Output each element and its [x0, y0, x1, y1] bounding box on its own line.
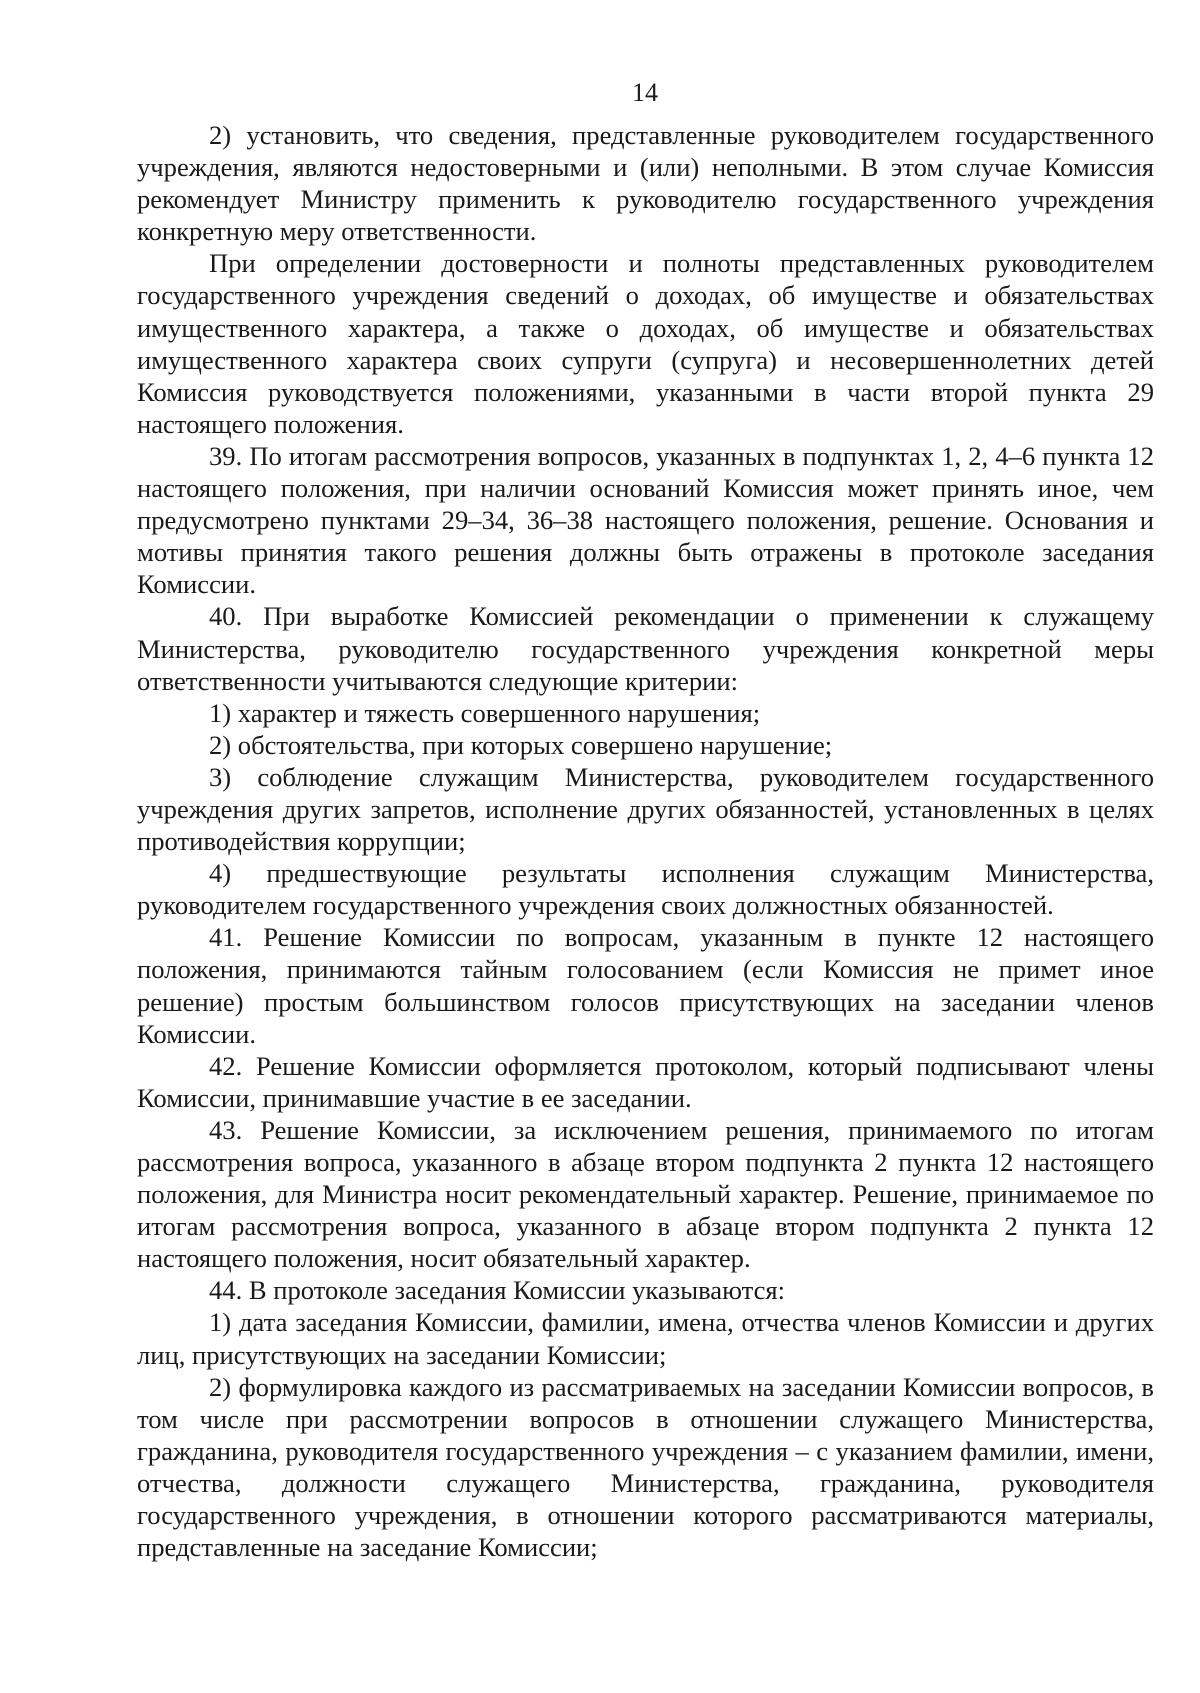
paragraph-39: 39. По итогам рассмотрения вопросов, указанных в подпунктах 1, 2, 4–6 пункта 12 настоящего положения, при наличии оснований Комиссия может принять иное, чем предусмотрено пунктами 29–34, 36–38 настоящего положения, решение. Основания и мотивы принятия такого решения должны быть отражены в протоколе заседания Комиссии. [137, 440, 1154, 600]
paragraph-40: 40. При выработке Комиссией рекомендации о применении к служащему Министерства, руководителю государственного учреждения конкретной меры ответственности учитываются следующие критерии: [137, 601, 1154, 696]
criteria-item-2: 2) обстоятельства, при которых совершено нарушение; [209, 729, 833, 760]
criteria-item-4: 4) предшествующие результаты исполнения служащим Министерства, руководителем государственного учреждения своих должностных обязанностей. [137, 858, 1154, 921]
page-number: 14 [632, 78, 658, 107]
paragraph-reliability-determination: При определении достоверности и полноты представленных руководителем государственного учреждения сведений о доходах, об имуществе и обязательствах имущественного характера, а также о доходах, об имуществе и обязательствах имущественного характера своих супруги (супруга) и несовершеннолетних детей Комиссия руководствуется положениями, указанными в части второй пункта 29 настоящего положения. [137, 248, 1154, 439]
document-body [137, 119, 1154, 1563]
protocol-item-2: 2) формулировка каждого из рассматриваемых на заседании Комиссии вопросов, в том числе при рассмотрении вопросов в отношении служащего Министерства, гражданина, руководителя государственного учреждения – с указанием фамилии, имени, отчества, должности служащего Министерства, гражданина, руководителя государственного учреждения, в отношении которого рассматриваются материалы, представленные на заседание Комиссии; [137, 1371, 1154, 1563]
criteria-item-1: 1) характер и тяжесть совершенного нарушения; [209, 697, 761, 728]
paragraph-44: 44. В протоколе заседания Комиссии указываются: [209, 1275, 785, 1306]
paragraph-item-2-unreliable-info: 2) установить, что сведения, представленные руководителем государственного учреждения, являются недостоверными и (или) неполными. В этом случае Комиссия рекомендует Министру применить к руководителю государственного учреждения конкретную меру ответственности. [137, 120, 1154, 247]
paragraph-43: 43. Решение Комиссии, за исключением решения, принимаемого по итогам рассмотрения вопроса, указанного в абзаце втором подпункта 2 пункта 12 настоящего положения, для Министра носит рекомендательный характер. Решение, принимаемое по итогам рассмотрения вопроса, указанного в абзаце втором подпункта 2 пункта 12 настоящего положения, носит обязательный характер. [137, 1114, 1154, 1274]
protocol-item-1: 1) дата заседания Комиссии, фамилии, имена, отчества членов Комиссии и других лиц, присутствующих на заседании Комиссии; [137, 1307, 1154, 1370]
paragraph-42: 42. Решение Комиссии оформляется протоколом, который подписывают члены Комиссии, принимавшие участие в ее заседании. [137, 1050, 1154, 1113]
paragraph-41: 41. Решение Комиссии по вопросам, указанным в пункте 12 настоящего положения, принимаются тайным голосованием (если Комиссия не примет иное решение) простым большинством голосов присутствующих на заседании членов Комиссии. [137, 922, 1154, 1049]
criteria-item-3: 3) соблюдение служащим Министерства, руководителем государственного учреждения других запретов, исполнение других обязанностей, установленных в целях противодействия коррупции; [137, 761, 1154, 857]
